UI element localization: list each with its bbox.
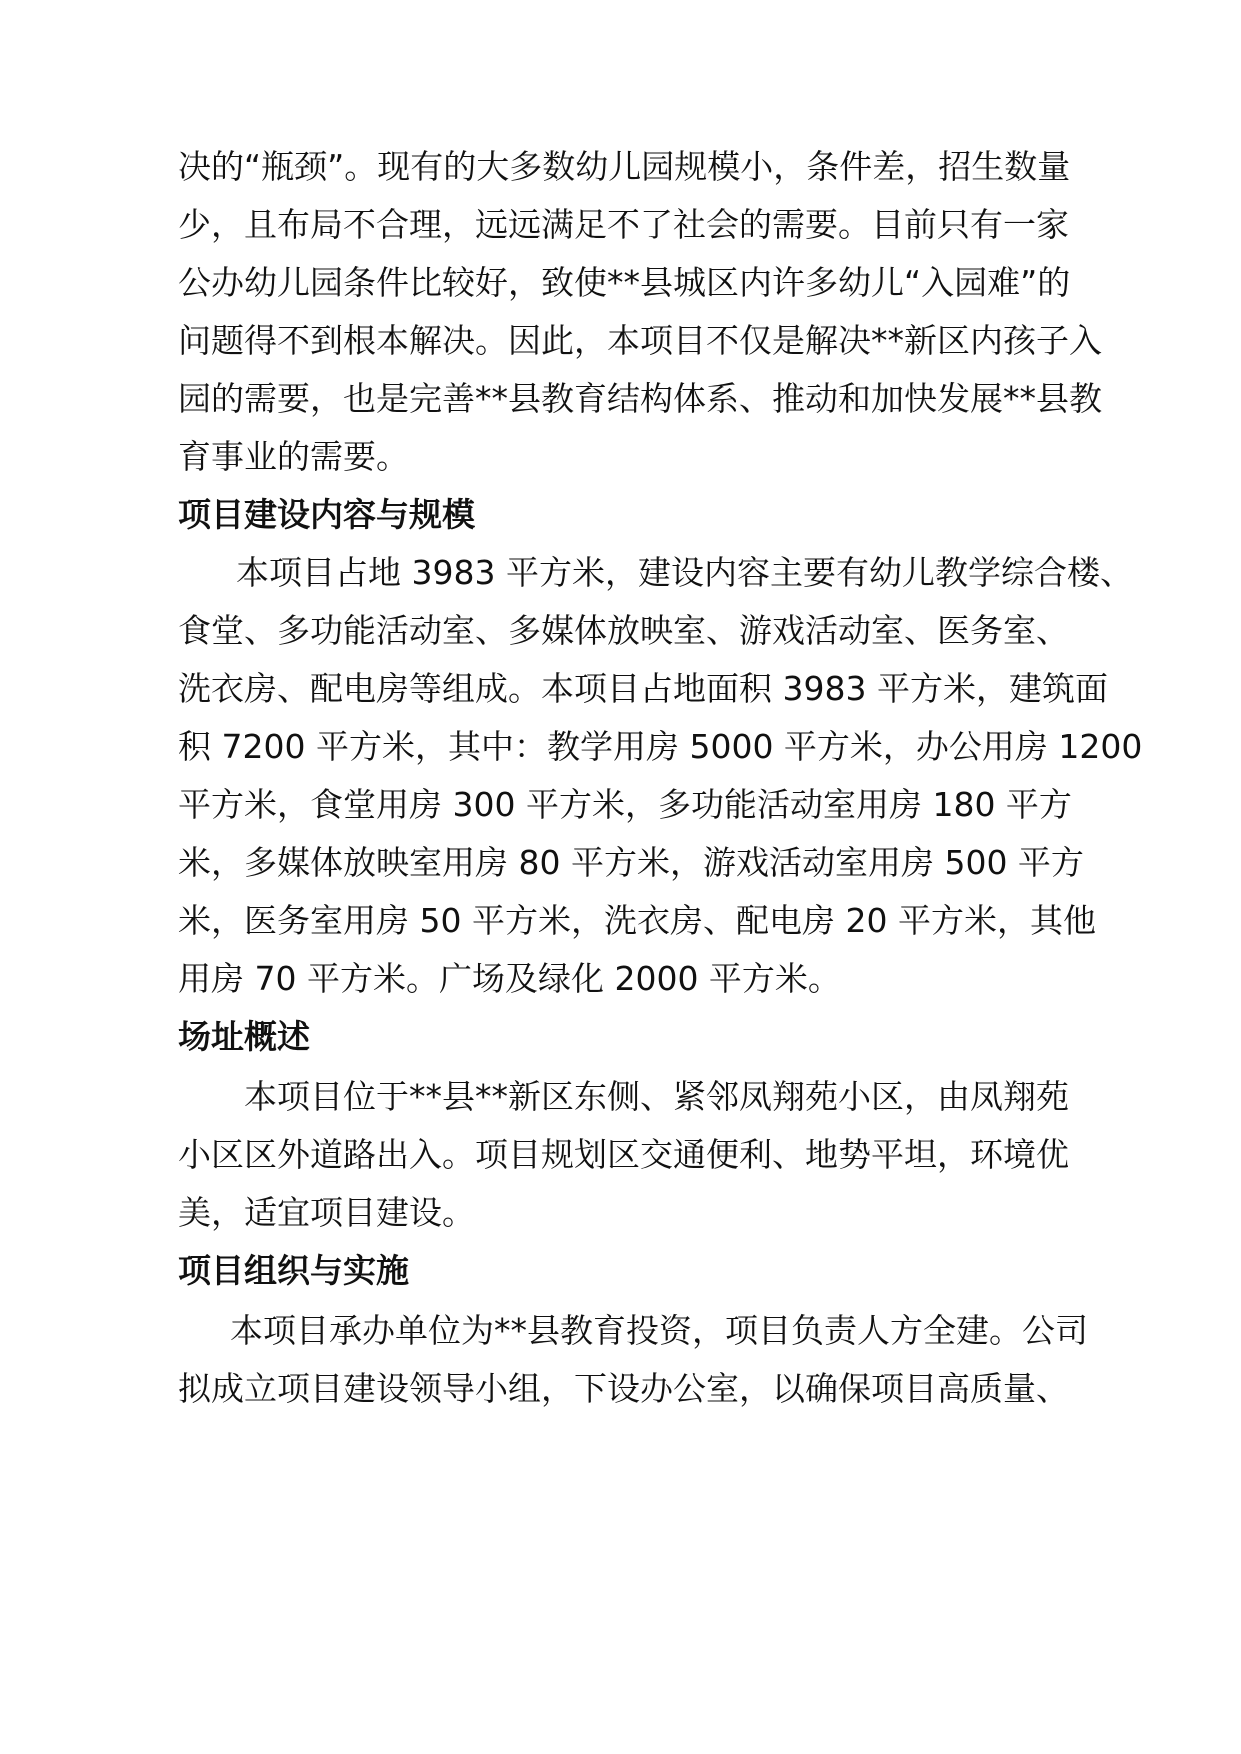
paragraph-line: 积 7200 平方米，其中：教学用房 5000 平方米，办公用房 1200 <box>178 727 1143 766</box>
paragraph-line: 米，多媒体放映室用房 80 平方米，游戏活动室用房 500 平方 <box>178 843 1084 882</box>
paragraph-line: 用房 70 平方米。广场及绿化 2000 平方米。 <box>178 959 841 998</box>
paragraph-line: 公办幼儿园条件比较好，致使**县城区内许多幼儿“入园难”的 <box>178 263 1071 302</box>
paragraph-line: 园的需要，也是完善**县教育结构体系、推动和加快发展**县教 <box>178 379 1102 418</box>
section-heading-site: 场址概述 <box>178 1017 310 1056</box>
section-heading-construction: 项目建设内容与规模 <box>178 495 475 534</box>
paragraph-line: 洗衣房、配电房等组成。本项目占地面积 3983 平方米，建筑面 <box>178 669 1108 708</box>
paragraph-line: 本项目承办单位为**县教育投资，项目负责人方全建。公司 <box>230 1311 1088 1350</box>
paragraph-line: 美，适宜项目建设。 <box>178 1193 475 1232</box>
paragraph-line: 问题得不到根本解决。因此，本项目不仅是解决**新区内孩子入 <box>178 321 1102 360</box>
section-heading-organization: 项目组织与实施 <box>178 1251 409 1290</box>
paragraph-line: 本项目位于**县**新区东侧、紧邻凤翔苑小区，由凤翔苑 <box>244 1077 1069 1116</box>
paragraph-line: 育事业的需要。 <box>178 437 409 476</box>
paragraph-line: 小区区外道路出入。项目规划区交通便利、地势平坦，环境优 <box>178 1135 1069 1174</box>
paragraph-line: 少，且布局不合理，远远满足不了社会的需要。目前只有一家 <box>178 205 1069 244</box>
document-page <box>178 0 1143 1754</box>
paragraph-line: 平方米，食堂用房 300 平方米，多功能活动室用房 180 平方 <box>178 785 1072 824</box>
paragraph-line: 本项目占地 3983 平方米，建设内容主要有幼儿教学综合楼、 <box>236 553 1133 592</box>
paragraph-line: 决的“瓶颈”。现有的大多数幼儿园规模小，条件差，招生数量 <box>178 147 1071 186</box>
paragraph-line: 米，医务室用房 50 平方米，洗衣房、配电房 20 平方米，其他 <box>178 901 1096 940</box>
paragraph-line: 拟成立项目建设领导小组，下设办公室，以确保项目高质量、 <box>178 1369 1069 1408</box>
paragraph-line: 食堂、多功能活动室、多媒体放映室、游戏活动室、医务室、 <box>178 611 1069 650</box>
